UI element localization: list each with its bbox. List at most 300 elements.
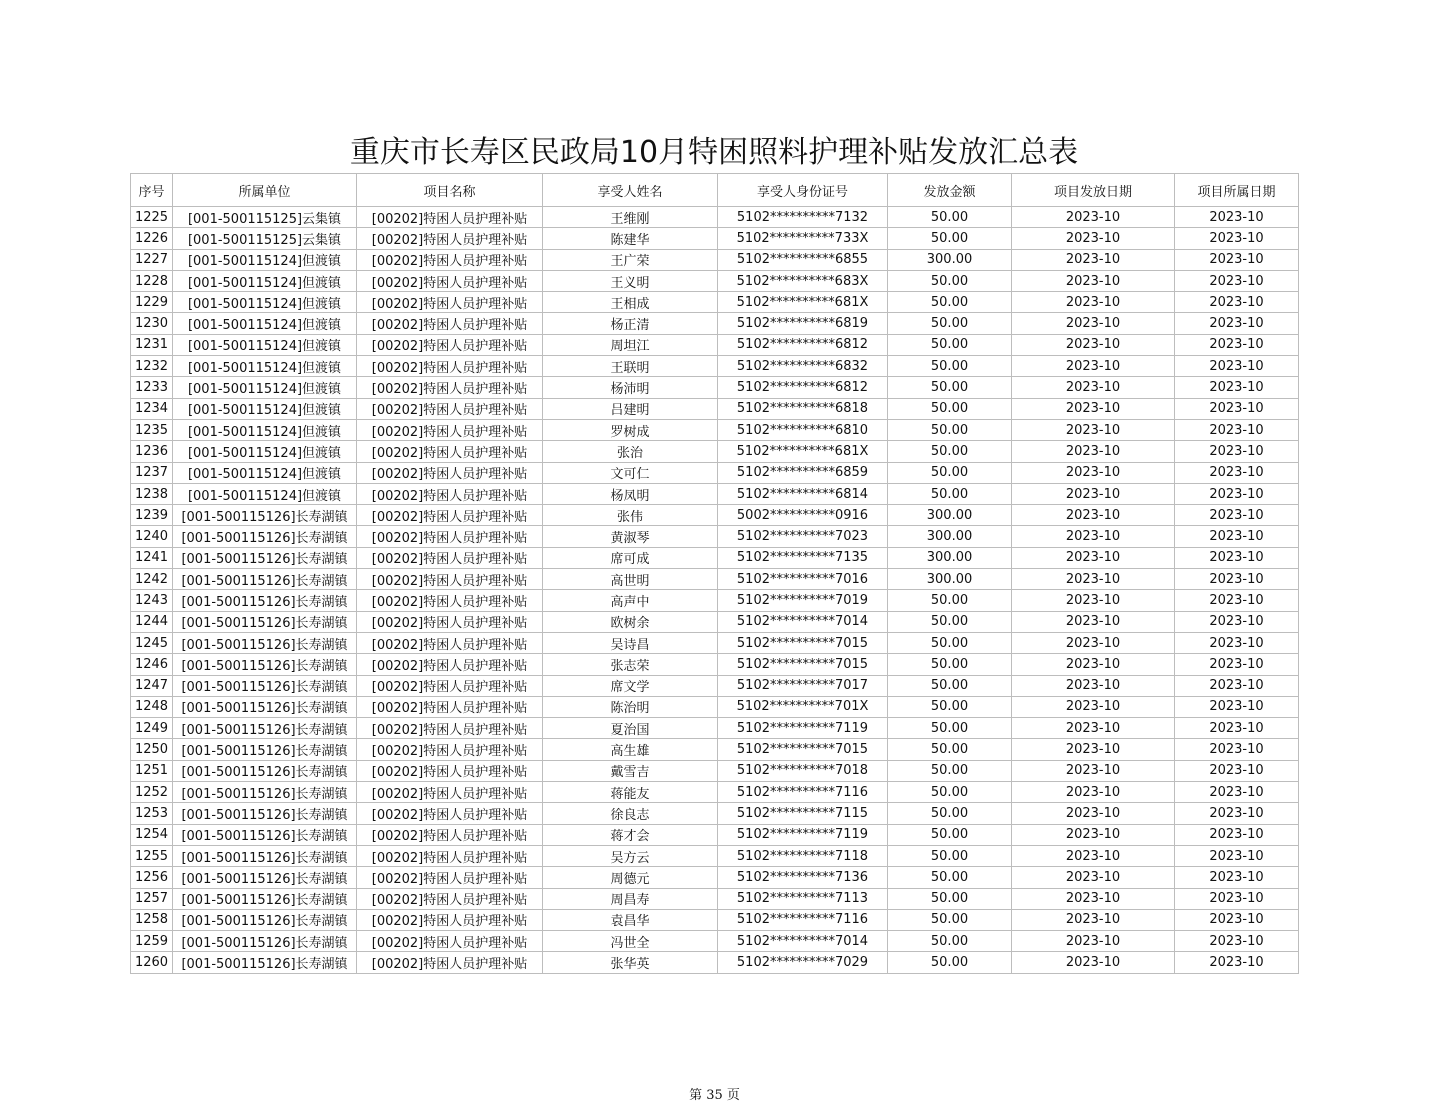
cell-id-number: 5002**********0916 (718, 505, 888, 526)
cell-id-number: 5102**********7115 (718, 803, 888, 824)
table-row (131, 334, 1299, 355)
cell-amount: 50.00 (888, 398, 1012, 419)
cell-period-date: 2023-10 (1175, 675, 1299, 696)
cell-name: 蒋能友 (543, 782, 718, 803)
cell-period-date: 2023-10 (1175, 718, 1299, 739)
table-row (131, 462, 1299, 483)
cell-amount: 50.00 (888, 803, 1012, 824)
cell-period-date: 2023-10 (1175, 931, 1299, 952)
cell-unit: [001-500115126]长寿湖镇 (173, 931, 357, 952)
cell-index: 1252 (131, 782, 173, 803)
cell-unit: [001-500115124]但渡镇 (173, 356, 357, 377)
cell-period-date: 2023-10 (1175, 654, 1299, 675)
cell-period-date: 2023-10 (1175, 696, 1299, 717)
cell-index: 1254 (131, 824, 173, 845)
cell-issue-date: 2023-10 (1012, 419, 1175, 440)
column-header-period-date: 项目所属日期 (1175, 174, 1299, 207)
cell-name: 陈建华 (543, 228, 718, 249)
cell-period-date: 2023-10 (1175, 441, 1299, 462)
cell-project: [00202]特困人员护理补贴 (357, 462, 543, 483)
cell-issue-date: 2023-10 (1012, 675, 1175, 696)
cell-amount: 50.00 (888, 845, 1012, 866)
cell-period-date: 2023-10 (1175, 483, 1299, 504)
cell-id-number: 5102**********7017 (718, 675, 888, 696)
table-row (131, 249, 1299, 270)
cell-id-number: 5102**********7023 (718, 526, 888, 547)
cell-project: [00202]特困人员护理补贴 (357, 334, 543, 355)
cell-name: 吴方云 (543, 845, 718, 866)
cell-amount: 50.00 (888, 377, 1012, 398)
cell-issue-date: 2023-10 (1012, 483, 1175, 504)
cell-name: 杨沛明 (543, 377, 718, 398)
cell-id-number: 5102**********683X (718, 270, 888, 291)
cell-project: [00202]特困人员护理补贴 (357, 845, 543, 866)
cell-id-number: 5102**********7113 (718, 888, 888, 909)
cell-project: [00202]特困人员护理补贴 (357, 760, 543, 781)
cell-issue-date: 2023-10 (1012, 356, 1175, 377)
cell-issue-date: 2023-10 (1012, 526, 1175, 547)
cell-issue-date: 2023-10 (1012, 632, 1175, 653)
cell-name: 王联明 (543, 356, 718, 377)
cell-issue-date: 2023-10 (1012, 569, 1175, 590)
column-header-id-number: 享受人身份证号 (718, 174, 888, 207)
cell-period-date: 2023-10 (1175, 313, 1299, 334)
cell-project: [00202]特困人员护理补贴 (357, 803, 543, 824)
column-header-issue-date: 项目发放日期 (1012, 174, 1175, 207)
cell-period-date: 2023-10 (1175, 292, 1299, 313)
cell-period-date: 2023-10 (1175, 270, 1299, 291)
cell-issue-date: 2023-10 (1012, 654, 1175, 675)
cell-id-number: 5102**********7015 (718, 654, 888, 675)
cell-issue-date: 2023-10 (1012, 824, 1175, 845)
cell-name: 冯世全 (543, 931, 718, 952)
cell-name: 张伟 (543, 505, 718, 526)
cell-name: 席文学 (543, 675, 718, 696)
cell-issue-date: 2023-10 (1012, 782, 1175, 803)
cell-id-number: 5102**********6814 (718, 483, 888, 504)
cell-unit: [001-500115124]但渡镇 (173, 377, 357, 398)
cell-issue-date: 2023-10 (1012, 739, 1175, 760)
cell-unit: [001-500115124]但渡镇 (173, 292, 357, 313)
cell-project: [00202]特困人员护理补贴 (357, 228, 543, 249)
cell-index: 1245 (131, 632, 173, 653)
cell-amount: 50.00 (888, 590, 1012, 611)
table-row (131, 526, 1299, 547)
cell-name: 张华英 (543, 952, 718, 973)
cell-index: 1234 (131, 398, 173, 419)
cell-period-date: 2023-10 (1175, 334, 1299, 355)
cell-unit: [001-500115126]长寿湖镇 (173, 569, 357, 590)
cell-issue-date: 2023-10 (1012, 931, 1175, 952)
cell-unit: [001-500115125]云集镇 (173, 228, 357, 249)
cell-index: 1251 (131, 760, 173, 781)
cell-index: 1227 (131, 249, 173, 270)
cell-unit: [001-500115126]长寿湖镇 (173, 782, 357, 803)
cell-project: [00202]特困人员护理补贴 (357, 824, 543, 845)
cell-unit: [001-500115124]但渡镇 (173, 270, 357, 291)
cell-id-number: 5102**********681X (718, 292, 888, 313)
cell-name: 高生雄 (543, 739, 718, 760)
cell-name: 黄淑琴 (543, 526, 718, 547)
cell-unit: [001-500115126]长寿湖镇 (173, 718, 357, 739)
table-row (131, 419, 1299, 440)
cell-period-date: 2023-10 (1175, 228, 1299, 249)
cell-unit: [001-500115126]长寿湖镇 (173, 696, 357, 717)
cell-amount: 50.00 (888, 739, 1012, 760)
cell-id-number: 5102**********681X (718, 441, 888, 462)
cell-period-date: 2023-10 (1175, 590, 1299, 611)
cell-index: 1256 (131, 867, 173, 888)
cell-period-date: 2023-10 (1175, 377, 1299, 398)
table-row (131, 675, 1299, 696)
cell-id-number: 5102**********6818 (718, 398, 888, 419)
cell-id-number: 5102**********701X (718, 696, 888, 717)
cell-amount: 50.00 (888, 909, 1012, 930)
cell-project: [00202]特困人员护理补贴 (357, 569, 543, 590)
cell-period-date: 2023-10 (1175, 845, 1299, 866)
cell-id-number: 5102**********7015 (718, 739, 888, 760)
cell-name: 高世明 (543, 569, 718, 590)
cell-index: 1255 (131, 845, 173, 866)
cell-unit: [001-500115126]长寿湖镇 (173, 611, 357, 632)
column-header-amount: 发放金额 (888, 174, 1012, 207)
cell-project: [00202]特困人员护理补贴 (357, 952, 543, 973)
cell-period-date: 2023-10 (1175, 611, 1299, 632)
cell-index: 1240 (131, 526, 173, 547)
cell-name: 周昌寿 (543, 888, 718, 909)
table-row (131, 845, 1299, 866)
cell-name: 王维刚 (543, 207, 718, 228)
cell-unit: [001-500115126]长寿湖镇 (173, 952, 357, 973)
cell-amount: 50.00 (888, 334, 1012, 355)
cell-project: [00202]特困人员护理补贴 (357, 739, 543, 760)
cell-name: 欧树余 (543, 611, 718, 632)
cell-name: 吕建明 (543, 398, 718, 419)
cell-period-date: 2023-10 (1175, 249, 1299, 270)
cell-name: 罗树成 (543, 419, 718, 440)
cell-id-number: 5102**********7135 (718, 547, 888, 568)
cell-index: 1232 (131, 356, 173, 377)
cell-issue-date: 2023-10 (1012, 334, 1175, 355)
cell-unit: [001-500115126]长寿湖镇 (173, 632, 357, 653)
cell-id-number: 5102**********6855 (718, 249, 888, 270)
cell-unit: [001-500115126]长寿湖镇 (173, 760, 357, 781)
cell-issue-date: 2023-10 (1012, 867, 1175, 888)
cell-index: 1226 (131, 228, 173, 249)
cell-id-number: 5102**********7136 (718, 867, 888, 888)
cell-issue-date: 2023-10 (1012, 398, 1175, 419)
cell-project: [00202]特困人员护理补贴 (357, 207, 543, 228)
cell-period-date: 2023-10 (1175, 867, 1299, 888)
cell-name: 王相成 (543, 292, 718, 313)
cell-project: [00202]特困人员护理补贴 (357, 696, 543, 717)
table-row (131, 313, 1299, 334)
cell-issue-date: 2023-10 (1012, 760, 1175, 781)
table-row (131, 228, 1299, 249)
cell-name: 王广荣 (543, 249, 718, 270)
cell-project: [00202]特困人员护理补贴 (357, 356, 543, 377)
cell-amount: 50.00 (888, 718, 1012, 739)
cell-unit: [001-500115126]长寿湖镇 (173, 845, 357, 866)
cell-id-number: 5102**********7118 (718, 845, 888, 866)
cell-period-date: 2023-10 (1175, 356, 1299, 377)
cell-project: [00202]特困人员护理补贴 (357, 611, 543, 632)
cell-amount: 50.00 (888, 462, 1012, 483)
cell-issue-date: 2023-10 (1012, 249, 1175, 270)
cell-name: 张治 (543, 441, 718, 462)
table-row (131, 632, 1299, 653)
cell-period-date: 2023-10 (1175, 824, 1299, 845)
cell-amount: 300.00 (888, 547, 1012, 568)
cell-amount: 50.00 (888, 228, 1012, 249)
cell-index: 1235 (131, 419, 173, 440)
cell-id-number: 5102**********7015 (718, 632, 888, 653)
cell-amount: 50.00 (888, 419, 1012, 440)
table-row (131, 654, 1299, 675)
cell-period-date: 2023-10 (1175, 760, 1299, 781)
cell-index: 1257 (131, 888, 173, 909)
cell-index: 1228 (131, 270, 173, 291)
cell-project: [00202]特困人员护理补贴 (357, 270, 543, 291)
cell-project: [00202]特困人员护理补贴 (357, 547, 543, 568)
cell-id-number: 5102**********7018 (718, 760, 888, 781)
cell-id-number: 5102**********733X (718, 228, 888, 249)
cell-unit: [001-500115126]长寿湖镇 (173, 526, 357, 547)
cell-issue-date: 2023-10 (1012, 547, 1175, 568)
cell-period-date: 2023-10 (1175, 909, 1299, 930)
cell-issue-date: 2023-10 (1012, 888, 1175, 909)
cell-index: 1259 (131, 931, 173, 952)
cell-unit: [001-500115126]长寿湖镇 (173, 590, 357, 611)
table-row (131, 760, 1299, 781)
cell-name: 袁昌华 (543, 909, 718, 930)
cell-id-number: 5102**********6832 (718, 356, 888, 377)
cell-amount: 50.00 (888, 760, 1012, 781)
cell-issue-date: 2023-10 (1012, 803, 1175, 824)
cell-project: [00202]特困人员护理补贴 (357, 909, 543, 930)
cell-name: 周坦江 (543, 334, 718, 355)
cell-index: 1225 (131, 207, 173, 228)
cell-issue-date: 2023-10 (1012, 441, 1175, 462)
cell-index: 1239 (131, 505, 173, 526)
cell-project: [00202]特困人员护理补贴 (357, 419, 543, 440)
cell-unit: [001-500115126]长寿湖镇 (173, 505, 357, 526)
cell-unit: [001-500115126]长寿湖镇 (173, 867, 357, 888)
cell-project: [00202]特困人员护理补贴 (357, 867, 543, 888)
cell-amount: 50.00 (888, 654, 1012, 675)
cell-issue-date: 2023-10 (1012, 718, 1175, 739)
cell-index: 1249 (131, 718, 173, 739)
table-row (131, 739, 1299, 760)
column-header-name: 享受人姓名 (543, 174, 718, 207)
cell-unit: [001-500115124]但渡镇 (173, 334, 357, 355)
cell-index: 1243 (131, 590, 173, 611)
cell-amount: 50.00 (888, 931, 1012, 952)
cell-amount: 50.00 (888, 696, 1012, 717)
cell-id-number: 5102**********6859 (718, 462, 888, 483)
table-row (131, 292, 1299, 313)
cell-period-date: 2023-10 (1175, 398, 1299, 419)
cell-issue-date: 2023-10 (1012, 313, 1175, 334)
cell-index: 1236 (131, 441, 173, 462)
cell-amount: 50.00 (888, 824, 1012, 845)
cell-unit: [001-500115126]长寿湖镇 (173, 675, 357, 696)
cell-issue-date: 2023-10 (1012, 207, 1175, 228)
cell-index: 1253 (131, 803, 173, 824)
cell-id-number: 5102**********6812 (718, 377, 888, 398)
table-row (131, 505, 1299, 526)
cell-project: [00202]特困人员护理补贴 (357, 292, 543, 313)
cell-index: 1242 (131, 569, 173, 590)
cell-period-date: 2023-10 (1175, 569, 1299, 590)
cell-amount: 50.00 (888, 207, 1012, 228)
cell-name: 陈治明 (543, 696, 718, 717)
cell-project: [00202]特困人员护理补贴 (357, 313, 543, 334)
cell-issue-date: 2023-10 (1012, 505, 1175, 526)
cell-amount: 50.00 (888, 356, 1012, 377)
cell-unit: [001-500115126]长寿湖镇 (173, 888, 357, 909)
cell-index: 1238 (131, 483, 173, 504)
table-row (131, 441, 1299, 462)
cell-project: [00202]特困人员护理补贴 (357, 377, 543, 398)
cell-unit: [001-500115124]但渡镇 (173, 441, 357, 462)
cell-amount: 50.00 (888, 483, 1012, 504)
cell-index: 1244 (131, 611, 173, 632)
table-row (131, 803, 1299, 824)
cell-amount: 50.00 (888, 675, 1012, 696)
cell-project: [00202]特困人员护理补贴 (357, 505, 543, 526)
cell-name: 周德元 (543, 867, 718, 888)
table-row (131, 611, 1299, 632)
cell-id-number: 5102**********7132 (718, 207, 888, 228)
cell-id-number: 5102**********6812 (718, 334, 888, 355)
table-row (131, 207, 1299, 228)
cell-period-date: 2023-10 (1175, 505, 1299, 526)
cell-index: 1246 (131, 654, 173, 675)
cell-index: 1260 (131, 952, 173, 973)
table-row (131, 270, 1299, 291)
cell-amount: 50.00 (888, 292, 1012, 313)
cell-unit: [001-500115124]但渡镇 (173, 313, 357, 334)
table-row (131, 356, 1299, 377)
cell-unit: [001-500115126]长寿湖镇 (173, 654, 357, 675)
cell-unit: [001-500115126]长寿湖镇 (173, 803, 357, 824)
cell-amount: 50.00 (888, 867, 1012, 888)
cell-name: 杨正清 (543, 313, 718, 334)
cell-project: [00202]特困人员护理补贴 (357, 654, 543, 675)
cell-period-date: 2023-10 (1175, 462, 1299, 483)
table-body (131, 207, 1299, 974)
table-row (131, 888, 1299, 909)
table-row (131, 867, 1299, 888)
table-row (131, 590, 1299, 611)
cell-unit: [001-500115124]但渡镇 (173, 419, 357, 440)
cell-name: 杨凤明 (543, 483, 718, 504)
cell-period-date: 2023-10 (1175, 632, 1299, 653)
cell-id-number: 5102**********7016 (718, 569, 888, 590)
cell-amount: 50.00 (888, 782, 1012, 803)
cell-amount: 300.00 (888, 505, 1012, 526)
cell-period-date: 2023-10 (1175, 547, 1299, 568)
cell-unit: [001-500115126]长寿湖镇 (173, 547, 357, 568)
cell-unit: [001-500115126]长寿湖镇 (173, 739, 357, 760)
cell-amount: 50.00 (888, 441, 1012, 462)
column-header-index: 序号 (131, 174, 173, 207)
cell-period-date: 2023-10 (1175, 526, 1299, 547)
cell-name: 王义明 (543, 270, 718, 291)
cell-id-number: 5102**********7119 (718, 824, 888, 845)
cell-project: [00202]特困人员护理补贴 (357, 675, 543, 696)
cell-index: 1241 (131, 547, 173, 568)
cell-project: [00202]特困人员护理补贴 (357, 931, 543, 952)
cell-issue-date: 2023-10 (1012, 696, 1175, 717)
table-row (131, 952, 1299, 973)
cell-period-date: 2023-10 (1175, 419, 1299, 440)
cell-id-number: 5102**********7116 (718, 782, 888, 803)
cell-id-number: 5102**********6819 (718, 313, 888, 334)
cell-name: 徐良志 (543, 803, 718, 824)
cell-issue-date: 2023-10 (1012, 611, 1175, 632)
cell-project: [00202]特困人员护理补贴 (357, 632, 543, 653)
table-row (131, 483, 1299, 504)
cell-period-date: 2023-10 (1175, 888, 1299, 909)
cell-amount: 50.00 (888, 952, 1012, 973)
table-row (131, 569, 1299, 590)
table-row (131, 398, 1299, 419)
cell-unit: [001-500115124]但渡镇 (173, 483, 357, 504)
cell-id-number: 5102**********7029 (718, 952, 888, 973)
cell-unit: [001-500115124]但渡镇 (173, 398, 357, 419)
cell-unit: [001-500115124]但渡镇 (173, 249, 357, 270)
cell-name: 夏治国 (543, 718, 718, 739)
cell-amount: 50.00 (888, 888, 1012, 909)
table-row (131, 696, 1299, 717)
table-row (131, 931, 1299, 952)
column-header-unit: 所属单位 (173, 174, 357, 207)
cell-name: 蒋才会 (543, 824, 718, 845)
cell-period-date: 2023-10 (1175, 739, 1299, 760)
cell-project: [00202]特困人员护理补贴 (357, 718, 543, 739)
cell-amount: 300.00 (888, 249, 1012, 270)
cell-id-number: 5102**********7014 (718, 611, 888, 632)
cell-issue-date: 2023-10 (1012, 590, 1175, 611)
table-row (131, 824, 1299, 845)
cell-unit: [001-500115126]长寿湖镇 (173, 909, 357, 930)
cell-project: [00202]特困人员护理补贴 (357, 888, 543, 909)
cell-issue-date: 2023-10 (1012, 462, 1175, 483)
cell-project: [00202]特困人员护理补贴 (357, 526, 543, 547)
table-row (131, 547, 1299, 568)
cell-name: 戴雪吉 (543, 760, 718, 781)
cell-project: [00202]特困人员护理补贴 (357, 441, 543, 462)
cell-index: 1237 (131, 462, 173, 483)
cell-name: 席可成 (543, 547, 718, 568)
cell-id-number: 5102**********7116 (718, 909, 888, 930)
cell-project: [00202]特困人员护理补贴 (357, 398, 543, 419)
cell-name: 张志荣 (543, 654, 718, 675)
cell-period-date: 2023-10 (1175, 803, 1299, 824)
cell-id-number: 5102**********7014 (718, 931, 888, 952)
page-number: 第 35 页 (689, 1088, 740, 1103)
cell-id-number: 5102**********6810 (718, 419, 888, 440)
cell-name: 高声中 (543, 590, 718, 611)
cell-unit: [001-500115126]长寿湖镇 (173, 824, 357, 845)
cell-index: 1250 (131, 739, 173, 760)
cell-period-date: 2023-10 (1175, 952, 1299, 973)
cell-amount: 50.00 (888, 632, 1012, 653)
cell-issue-date: 2023-10 (1012, 952, 1175, 973)
cell-amount: 50.00 (888, 270, 1012, 291)
